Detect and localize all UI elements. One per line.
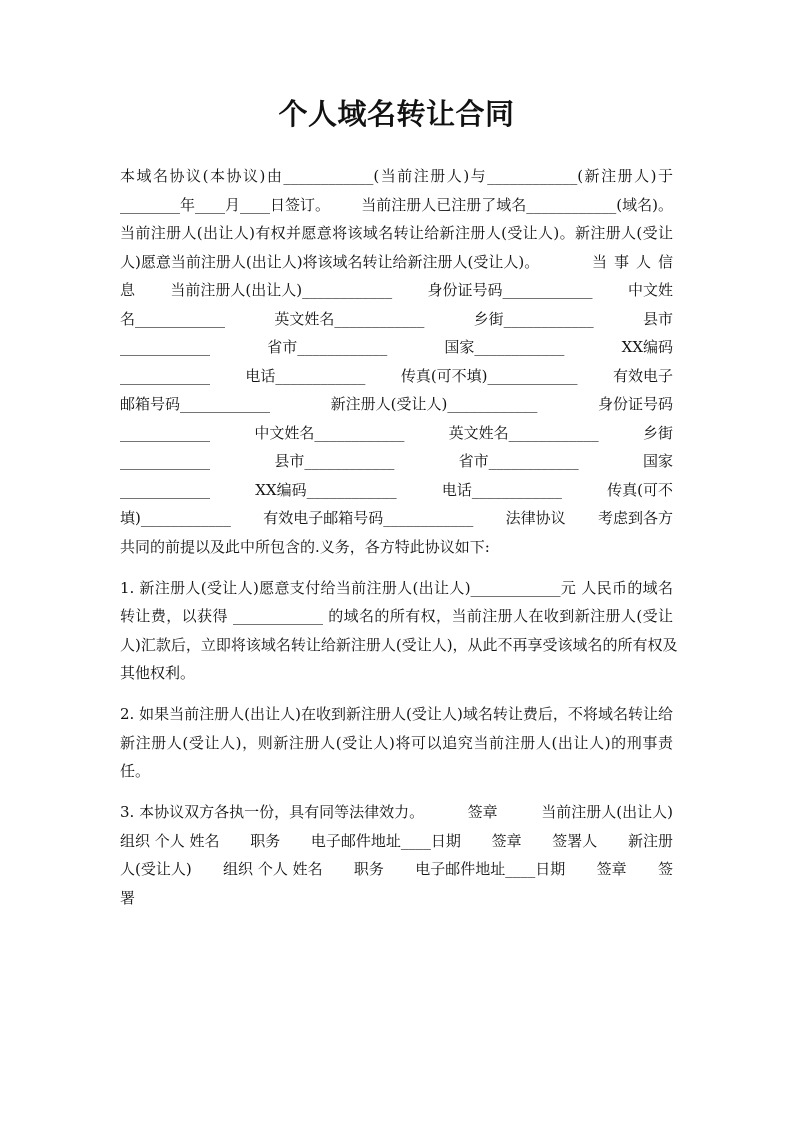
new-registrant-label: 新注册 xyxy=(627,831,673,850)
email-label: 有效电子 xyxy=(612,366,673,385)
seal-label: 签章 xyxy=(491,831,522,850)
legal-agreement-heading: 法律协议 xyxy=(505,509,566,527)
seal-label: 签章 xyxy=(596,860,627,878)
recital-text: 考虑到各方 xyxy=(597,509,673,527)
clause-line xyxy=(120,827,673,856)
email-date-blank: 电子邮件地址____日期 xyxy=(310,831,461,850)
preamble-line xyxy=(120,476,673,505)
country-label: 国家 xyxy=(642,452,673,470)
clause-line xyxy=(120,631,678,660)
clause-2 xyxy=(120,700,673,786)
email-date-blank: 电子邮件地址____日期 xyxy=(415,860,566,878)
signature-heading: 签章 xyxy=(467,803,498,821)
clause-text: 转让费，以获得 ____________ 的域名的所有权，当前注册人在收到新注册人(受让 xyxy=(120,607,673,625)
clause-line xyxy=(120,729,673,758)
postcode-blank: ____________ xyxy=(120,366,210,385)
clause-line xyxy=(120,798,673,827)
domain-name-blank: 当前注册人已注册了域名____________(域名)。 xyxy=(361,195,673,214)
clause-line xyxy=(120,757,673,786)
preamble-line xyxy=(120,533,673,562)
province-blank: 省市____________ xyxy=(267,338,388,356)
preamble-line xyxy=(120,419,673,448)
clause-line xyxy=(120,659,673,688)
english-name-blank: 英文姓名____________ xyxy=(448,423,599,442)
id-number-blank: ____________ xyxy=(120,423,210,442)
township-blank: ____________ xyxy=(120,452,210,470)
position-label: 职务 xyxy=(250,831,281,850)
clause-line xyxy=(120,884,673,913)
org-person-name-labels: 组织 个人 姓名 xyxy=(120,831,220,850)
preamble-text: 人)愿意当前注册人(出让人)将该域名转让给新注册人(受让人)。 xyxy=(120,252,540,271)
fax-blank: 传真(可不填)____________ xyxy=(400,366,578,385)
new-registrant-blank: 新注册人(受让人)____________ xyxy=(330,395,538,413)
township-blank: 乡街____________ xyxy=(473,309,594,328)
fax-label: 传真(可不 xyxy=(607,480,673,499)
chinese-name-label: 中文姓 xyxy=(627,281,673,299)
party-info-heading: 当事人信 xyxy=(591,252,680,271)
clause-1 xyxy=(120,574,678,688)
clause-line xyxy=(120,602,673,631)
preamble-line xyxy=(120,390,673,419)
fax-blank: 填)____________ xyxy=(120,509,231,527)
preamble-line xyxy=(120,447,673,476)
id-number-blank: 身份证号码____________ xyxy=(427,281,593,299)
county-blank: 县市____________ xyxy=(274,452,395,470)
postcode-label: XX编码 xyxy=(621,338,673,356)
preamble-line xyxy=(120,276,673,305)
signatory-label: 签署人 xyxy=(552,831,598,850)
preamble-line xyxy=(120,305,673,334)
clause-line xyxy=(120,700,673,729)
current-registrant-label: 当前注册人(出让人) xyxy=(541,803,673,821)
chinese-name-blank: 名____________ xyxy=(120,309,226,328)
signing-date-blank: ________年____月____日签订。 xyxy=(120,195,331,214)
preamble-line xyxy=(120,333,673,362)
chinese-name-blank: 中文姓名____________ xyxy=(254,423,405,442)
clause-text: 人)汇款后，立即将该域名转让给新注册人(受让人)，从此不再享受该域名的所有权及 xyxy=(120,635,678,654)
signatory-label-end: 署 xyxy=(120,888,136,907)
email-blank: 邮箱号码____________ xyxy=(120,395,271,413)
signatory-label: 签 xyxy=(657,860,673,878)
clause-text: 3. 本协议双方各执一份，具有同等法律效力。 xyxy=(120,803,425,821)
document-title: 个人域名转让合同 xyxy=(278,97,515,131)
recital-text: 共同的前提以及此中所包含的.义务，各方特此协议如下: xyxy=(120,537,490,556)
preamble-text: 本域名协议(本协议)由____________(当前注册人)与____________(新注册人)于 xyxy=(120,167,673,185)
party-info-heading-end: 息 xyxy=(120,281,136,299)
new-registrant-label-end: 人(受让人) xyxy=(120,860,192,878)
preamble-line xyxy=(120,248,680,277)
phone-blank: 电话____________ xyxy=(245,366,366,385)
id-number-label: 身份证号码 xyxy=(597,395,673,413)
county-blank: ____________ xyxy=(120,338,210,356)
email-blank: 有效电子邮箱号码____________ xyxy=(263,509,474,527)
township-label: 乡街 xyxy=(642,423,673,442)
clause-text: 2. 如果当前注册人(出让人)在收到新注册人(受让人)域名转让费后，不将域名转让给 xyxy=(120,705,673,723)
clause-line xyxy=(120,574,673,603)
postcode-blank: XX编码____________ xyxy=(255,480,397,499)
preamble-text: 当前注册人(出让人)有权并愿意将该域名转让给新注册人(受让人)。新注册人(受让 xyxy=(120,224,673,242)
province-blank: 省市____________ xyxy=(458,452,579,470)
current-registrant-blank: 当前注册人(出让人)____________ xyxy=(170,281,393,299)
preamble-line xyxy=(120,504,673,533)
phone-blank: 电话____________ xyxy=(441,480,562,499)
english-name-blank: 英文姓名____________ xyxy=(274,309,425,328)
clause-3 xyxy=(120,798,673,912)
org-person-name-labels: 组织 个人 姓名 xyxy=(223,860,323,878)
county-label: 县市 xyxy=(642,309,673,328)
country-blank: ____________ xyxy=(120,480,210,499)
clause-text: 1. 新注册人(受让人)愿意支付给当前注册人(出让人)____________元 人民币的域名 xyxy=(120,578,673,597)
preamble-paragraph xyxy=(120,162,680,561)
country-blank: 国家____________ xyxy=(444,338,565,356)
clause-line xyxy=(120,855,673,884)
clause-text: 任。 xyxy=(120,762,151,780)
clause-text: 其他权利。 xyxy=(120,664,196,682)
clause-text: 新注册人(受让人)，则新注册人(受让人)将可以追究当前注册人(出让人)的刑事责 xyxy=(120,733,673,752)
document-body xyxy=(120,162,680,912)
preamble-line xyxy=(120,191,673,220)
preamble-line xyxy=(120,162,673,191)
position-label: 职务 xyxy=(353,860,384,878)
preamble-line xyxy=(120,219,673,248)
preamble-line xyxy=(120,362,673,391)
